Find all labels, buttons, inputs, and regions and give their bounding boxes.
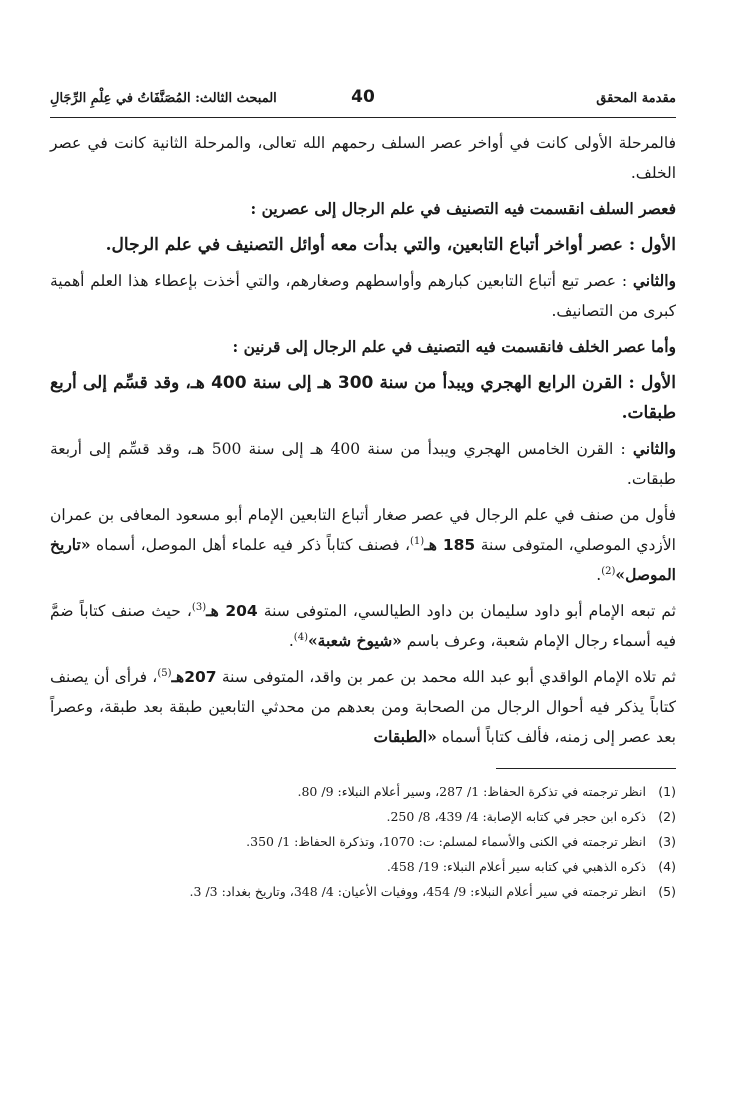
footnote-number: (3): [658, 834, 676, 849]
paragraph-2: [50, 194, 676, 224]
footnote-text: ذكره الذهبي في كتابه سير أعلام النبلاء: 19/ 458.: [386, 859, 646, 874]
header-section-title: مقدمة المحقق: [596, 91, 676, 106]
paragraph-text: .: [596, 566, 602, 584]
footnote-item: [50, 779, 676, 804]
footnote-number: (5): [658, 884, 676, 899]
paragraph-text: .: [288, 632, 294, 650]
footnote-item: [50, 854, 676, 879]
footnote-ref: (5): [157, 667, 172, 679]
footnote-divider: [496, 768, 676, 769]
footnote-ref: (2): [601, 565, 616, 577]
page-number: 40: [351, 87, 375, 107]
year-number: 500: [211, 440, 242, 458]
paragraph-text: : عصر أواخر أتباع التابعين، والتي بدأت معه أوائل التصنيف في علم الرجال.: [105, 235, 642, 255]
paragraph-lead: والثاني: [632, 271, 676, 290]
paragraph-text: هـ: [424, 535, 443, 554]
header-chapter-title: المبحث الثالث: المُصَنَّفَاتُ في عِلْمِ الرِّجَالِ: [50, 91, 277, 106]
paragraph-text: : القرن الرابع الهجري ويبدأ من سنة: [373, 373, 641, 393]
footnote-number: (1): [658, 784, 676, 799]
paragraph-10: [50, 662, 676, 752]
paragraph-8: [50, 500, 676, 590]
paragraph-7: [50, 434, 676, 494]
paragraph-text: هـ: [206, 601, 226, 620]
book-page: [50, 85, 676, 904]
paragraph-text: فأول من صنف في علم الرجال في عصر صغار أتباع التابعين الإمام أبو مسعود المعافى بن عمران الأزدي الموصلي، المتوفى سنة: [50, 506, 676, 554]
paragraph-text: فعصر السلف انقسمت فيه التصنيف في علم الرجال إلى عصرين :: [250, 199, 676, 218]
paragraph-5: [50, 332, 676, 362]
paragraph-text: هـ إلى سنة: [241, 440, 331, 458]
book-title: «تاريخ الموصل»: [50, 535, 676, 584]
footnote-item: [50, 879, 676, 904]
paragraph-text: هـ إلى سنة: [246, 373, 338, 393]
paragraph-lead: الأول: [641, 235, 676, 255]
paragraph-9: [50, 596, 676, 656]
paragraph-text: فالمرحلة الأولى كانت في أواخر عصر السلف رحمهم الله تعالى، والمرحلة الثانية كانت في عصر الخلف.: [50, 134, 676, 182]
paragraph-text: : القرن الخامس الهجري ويبدأ من سنة: [360, 440, 633, 458]
year-number: 300: [337, 373, 374, 393]
year-number: 400: [330, 440, 361, 458]
paragraph-text: هـ: [171, 667, 185, 686]
paragraph-text: : عصر تبع أتباع التابعين كبارهم وأواسطهم وصغارهم، والتي أخذت بإعطاء هذا العلم أهمية كبرى من التصانيف.: [50, 272, 676, 320]
paragraph-text: هـ، وقد قسِّم إلى أربع طبقات.: [50, 373, 676, 423]
paragraph-text: ثم تلاه الإمام الواقدي أبو عبد الله محمد بن عمر بن واقد، المتوفى سنة: [216, 668, 676, 686]
paragraph-3: [50, 230, 676, 260]
paragraph-6: [50, 368, 676, 428]
paragraph-text: هـ، وقد قسِّم إلى أربعة طبقات.: [50, 440, 676, 488]
paragraph-text: ، فصنف كتاباً ذكر فيه علماء أهل الموصل، أسماه: [90, 536, 410, 554]
book-title: «شيوخ شعبة»: [307, 631, 402, 650]
body-text: [50, 128, 676, 752]
year-number: 207: [184, 668, 217, 686]
paragraph-4: [50, 266, 676, 326]
footnote-text: ذكره ابن حجر في كتابه الإصابة: 4/ 439، 8/ 250.: [386, 809, 646, 824]
book-title: «الطبقات: [373, 727, 437, 746]
running-header: [50, 85, 676, 118]
footnote-text: انظر ترجمته في سير أعلام النبلاء: 9/ 454، ووفيات الأعيان: 4/ 348، وتاريخ بغداد: 3/ 3.: [189, 884, 646, 899]
footnote-number: (2): [658, 809, 676, 824]
paragraph-lead: والثاني: [632, 439, 676, 458]
year-number: 204: [225, 602, 258, 620]
footnote-text: انظر ترجمته في الكنى والأسماء لمسلم: ت: 1070، وتذكرة الحفاظ: 1/ 350.: [246, 834, 646, 849]
paragraph-text: ثم تبعه الإمام أبو داود سليمان بن داود الطيالسي، المتوفى سنة: [257, 602, 676, 620]
paragraph-1: [50, 128, 676, 188]
paragraph-text: وأما عصر الخلف فانقسمت فيه التصنيف في علم الرجال إلى قرنين :: [232, 337, 676, 356]
footnote-item: [50, 829, 676, 854]
footnote-text: انظر ترجمته في تذكرة الحفاظ: 1/ 287، وسير أعلام النبلاء: 9/ 80.: [297, 784, 646, 799]
footnotes: [50, 779, 676, 904]
footnote-ref: (4): [293, 631, 308, 643]
footnote-ref: (3): [191, 601, 207, 613]
year-number: 400: [211, 373, 247, 393]
paragraph-lead: الأول: [641, 373, 676, 393]
paragraph-text: ، حيث صنف كتاباً ضمَّ فيه أسماء رجال الإمام شعبة، وعرف باسم: [50, 602, 676, 650]
footnote-number: (4): [658, 859, 676, 874]
paragraph-text: ، فرأى أن يصنف كتاباً يذكر فيه أحوال الرجال من الصحابة ومن بعدهم من محدثي التابعين طبقة بعد طبقة، وعصراً بعد عصر إلى زمنه، فألف كتاباً أسماه: [50, 668, 676, 746]
footnote-ref: (1): [410, 535, 425, 547]
year-number: 185: [442, 536, 476, 554]
footnote-item: [50, 804, 676, 829]
